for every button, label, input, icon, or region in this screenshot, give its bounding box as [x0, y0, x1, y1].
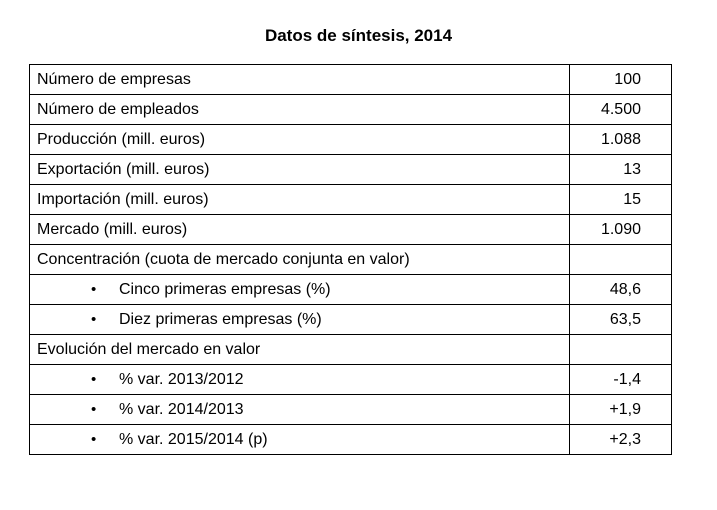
table-row	[30, 185, 672, 215]
table-row	[30, 215, 672, 245]
row-value: -1,4	[570, 365, 672, 395]
row-label-cell	[30, 335, 570, 365]
bullet-icon: •	[91, 280, 97, 298]
sub-item-label-cell	[30, 365, 570, 395]
row-label-cell	[30, 155, 570, 185]
row-label: Evolución del mercado en valor	[37, 340, 261, 358]
table-row	[30, 335, 672, 365]
row-label-cell	[30, 245, 570, 275]
synthesis-table-body	[30, 65, 672, 455]
sub-item-label-cell	[30, 425, 570, 455]
row-value: 100	[570, 65, 672, 95]
row-value: 1.090	[570, 215, 672, 245]
row-label: Concentración (cuota de mercado conjunta en valor)	[37, 250, 410, 268]
bullet-icon: •	[91, 430, 97, 448]
row-label: Número de empresas	[37, 70, 191, 88]
table-row	[30, 65, 672, 95]
row-label: Exportación (mill. euros)	[37, 160, 210, 178]
row-label: Importación (mill. euros)	[37, 190, 209, 208]
bullet-icon: •	[91, 400, 97, 418]
sub-item-label-cell	[30, 305, 570, 335]
table-row	[30, 425, 672, 455]
row-label-cell	[30, 215, 570, 245]
row-label: Producción (mill. euros)	[37, 130, 206, 148]
row-label: Número de empleados	[37, 100, 199, 118]
row-value	[570, 245, 672, 275]
row-value: 63,5	[570, 305, 672, 335]
row-value: 1.088	[570, 125, 672, 155]
row-label: % var. 2014/2013	[119, 400, 244, 418]
row-value: +2,3	[570, 425, 672, 455]
table-row	[30, 155, 672, 185]
row-label: Cinco primeras empresas (%)	[119, 280, 331, 298]
row-label-cell	[30, 185, 570, 215]
row-value: 48,6	[570, 275, 672, 305]
row-value: +1,9	[570, 395, 672, 425]
sub-item-label-cell	[30, 275, 570, 305]
table-row	[30, 305, 672, 335]
bullet-icon: •	[91, 310, 97, 328]
row-label: Diez primeras empresas (%)	[119, 310, 322, 328]
row-label: % var. 2015/2014 (p)	[119, 430, 268, 448]
synthesis-table	[29, 64, 672, 455]
table-row	[30, 95, 672, 125]
table-row	[30, 245, 672, 275]
row-label: % var. 2013/2012	[119, 370, 244, 388]
table-title: Datos de síntesis, 2014	[264, 26, 453, 45]
sub-item-label-cell	[30, 395, 570, 425]
row-value	[570, 335, 672, 365]
table-row	[30, 395, 672, 425]
row-label-cell	[30, 125, 570, 155]
row-label-cell	[30, 65, 570, 95]
table-row	[30, 125, 672, 155]
table-row	[30, 275, 672, 305]
row-label-cell	[30, 95, 570, 125]
row-label: Mercado (mill. euros)	[37, 220, 188, 238]
bullet-icon: •	[91, 370, 97, 388]
row-value: 15	[570, 185, 672, 215]
row-value: 4.500	[570, 95, 672, 125]
row-value: 13	[570, 155, 672, 185]
table-row	[30, 365, 672, 395]
